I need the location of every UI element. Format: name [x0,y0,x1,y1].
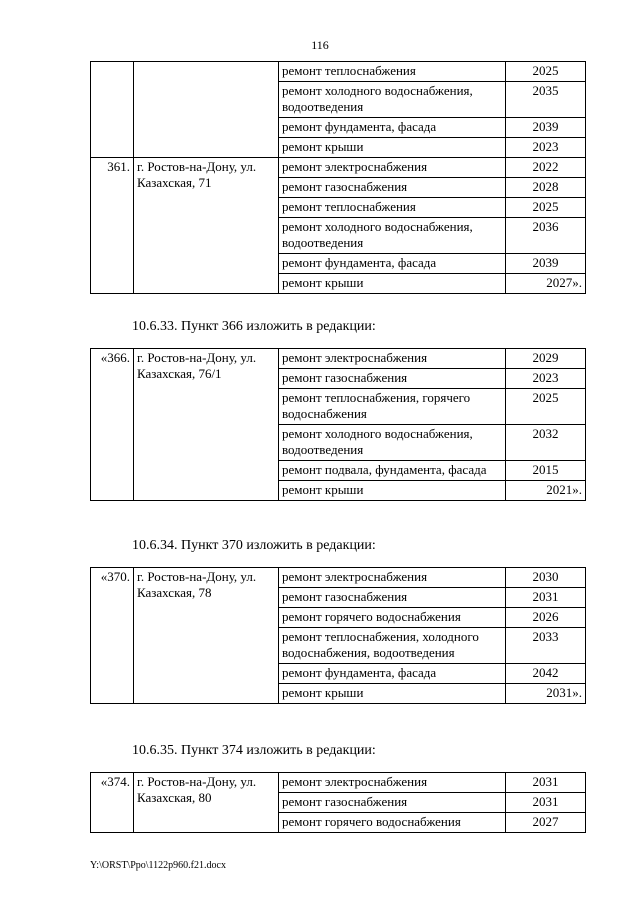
page-number: 116 [311,38,329,52]
work-type: ремонт горячего водоснабжения [279,813,506,833]
work-year: 2021». [506,481,586,501]
work-type: ремонт газоснабжения [279,178,506,198]
amendment-paragraph: 10.6.33. Пункт 366 изложить в редакции: [132,319,376,334]
work-type: ремонт газоснабжения [279,588,506,608]
item-number [91,62,134,158]
work-year: 2015 [506,461,586,481]
work-year: 2029 [506,349,586,369]
work-type: ремонт теплоснабжения [279,62,506,82]
work-type: ремонт крыши [279,684,506,704]
work-year: 2023 [506,138,586,158]
work-type: ремонт фундамента, фасада [279,254,506,274]
work-type: ремонт электроснабжения [279,773,506,793]
work-year: 2025 [506,389,586,425]
work-type: ремонт теплоснабжения, горячего водоснабжения [279,389,506,425]
table-row [91,349,586,369]
work-year: 2030 [506,568,586,588]
work-type: ремонт холодного водоснабжения, водоотведения [279,218,506,254]
work-type: ремонт фундамента, фасада [279,664,506,684]
work-year: 2027 [506,813,586,833]
work-type: ремонт фундамента, фасада [279,118,506,138]
work-type: ремонт холодного водоснабжения, водоотведения [279,425,506,461]
work-year: 2031 [506,793,586,813]
work-year: 2028 [506,178,586,198]
work-type: ремонт электроснабжения [279,158,506,178]
work-year: 2039 [506,118,586,138]
work-year: 2039 [506,254,586,274]
item-address: г. Ростов-на-Дону, ул. Казахская, 76/1 [134,349,279,501]
work-year: 2023 [506,369,586,389]
amendment-paragraph: 10.6.34. Пункт 370 изложить в редакции: [132,538,376,553]
table-row [91,158,586,178]
work-year: 2025 [506,198,586,218]
item-number: «370. [91,568,134,704]
repair-table-374 [90,772,586,833]
table-row [91,568,586,588]
work-year: 2033 [506,628,586,664]
table-row [91,773,586,793]
work-year: 2036 [506,218,586,254]
work-year: 2026 [506,608,586,628]
repair-table-366 [90,348,586,501]
work-type: ремонт крыши [279,274,506,294]
work-type: ремонт холодного водоснабжения, водоотведения [279,82,506,118]
item-number: «366. [91,349,134,501]
item-address: г. Ростов-на-Дону, ул. Казахская, 71 [134,158,279,294]
work-type: ремонт электроснабжения [279,349,506,369]
work-type: ремонт крыши [279,138,506,158]
table-row [91,62,586,82]
work-type: ремонт подвала, фундамента, фасада [279,461,506,481]
item-address: г. Ростов-на-Дону, ул. Казахская, 80 [134,773,279,833]
item-address: г. Ростов-на-Дону, ул. Казахская, 78 [134,568,279,704]
repair-table-continuation [90,61,586,294]
work-type: ремонт теплоснабжения [279,198,506,218]
work-year: 2032 [506,425,586,461]
work-year: 2027». [506,274,586,294]
repair-table-370 [90,567,586,704]
work-year: 2022 [506,158,586,178]
work-year: 2035 [506,82,586,118]
work-type: ремонт электроснабжения [279,568,506,588]
file-path-footer: Y:\ORST\Ppo\1122p960.f21.docx [90,860,226,871]
work-year: 2031 [506,588,586,608]
work-type: ремонт горячего водоснабжения [279,608,506,628]
item-number: «374. [91,773,134,833]
item-number: 361. [91,158,134,294]
item-address [134,62,279,158]
work-type: ремонт теплоснабжения, холодного водоснабжения, водоотведения [279,628,506,664]
work-year: 2031 [506,773,586,793]
work-year: 2031». [506,684,586,704]
work-year: 2042 [506,664,586,684]
work-type: ремонт газоснабжения [279,369,506,389]
work-type: ремонт газоснабжения [279,793,506,813]
work-type: ремонт крыши [279,481,506,501]
work-year: 2025 [506,62,586,82]
amendment-paragraph: 10.6.35. Пункт 374 изложить в редакции: [132,743,376,758]
